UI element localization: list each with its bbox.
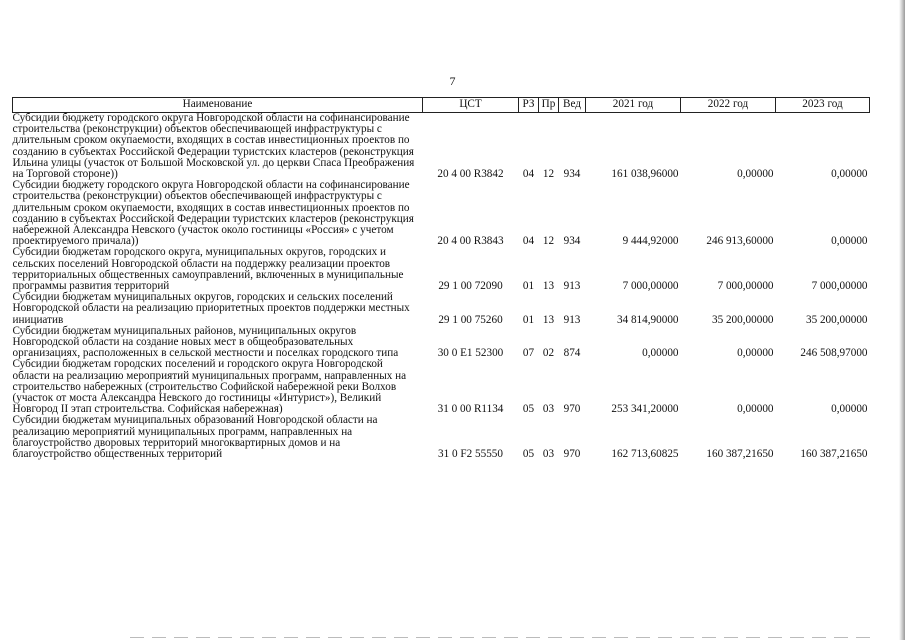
row-name: Субсидии бюджетам муниципальных районов, муниципальных округов Новгородской области на создание новых мест в общеобразовательных организациях, расположенных в сельской местности и поселках городского типа	[12, 324, 399, 360]
page-number: 7	[449, 74, 456, 88]
row-name: Субсидии бюджетам муниципальных округов, городских и сельских поселений Новгородской области на реализацию приоритетных проектов поддержки местных инициатив	[12, 291, 410, 326]
row-pr: 02	[542, 347, 555, 360]
row-cst: 29 1 00 72090	[438, 280, 503, 293]
row-rz: 01	[522, 313, 535, 326]
row-rz: 05	[522, 448, 535, 461]
row-pr: 12	[542, 235, 555, 248]
row-cst: 20 4 00 R3843	[437, 235, 504, 248]
row-2022: 246 913,60000	[706, 235, 774, 248]
row-name: Субсидии бюджетам муниципальных образований Новгородской области на реализацию мероприятий муниципальных программ, направленных на благоустройство дворовых территорий многоквартирных домов и на благоустройство общественных территорий	[12, 414, 378, 461]
row-2021: 7 000,00000	[622, 280, 679, 293]
row-ved: 934	[563, 235, 581, 248]
row-cst: 31 0 F2 55550	[438, 448, 503, 461]
table-row	[13, 359, 870, 415]
row-pr: 03	[542, 403, 555, 416]
budget-table	[12, 97, 870, 460]
header-2023: 2023 год	[776, 98, 870, 113]
row-name: Субсидии бюджетам городского округа, муниципальных округов, городских и сельских поселений Новгородской области на поддержку реализации проектов территориальных общественных самоуправлений, включенных в муниципальные программы развития территорий	[12, 246, 404, 293]
row-2023: 35 200,00000	[805, 313, 868, 326]
scan-bottom-edge	[130, 637, 875, 638]
table-row	[13, 415, 870, 460]
row-ved: 874	[563, 347, 581, 360]
row-2023: 160 387,21650	[800, 448, 868, 461]
row-2023: 0,00000	[831, 235, 868, 248]
row-2023: 0,00000	[831, 168, 868, 181]
row-2023: 7 000,00000	[811, 280, 868, 293]
row-2022: 0,00000	[737, 168, 774, 181]
row-rz: 05	[522, 403, 535, 416]
row-rz: 04	[522, 235, 535, 248]
row-cst: 31 0 00 R1134	[437, 403, 504, 416]
row-name: Субсидии бюджету городского округа Новгородской области на софинансирование строительства (реконструкции) объектов обеспечивающей инфраструктуры с длительным сроком окупаемости, входящих в состав инвестиционных проектов по созданию в субъектах Российской Федерации туристских кластеров (реконструкция Ильина улицы (участок от Большой Московской ул. до церкви Спаса Преображения на Торговой стороне))	[12, 112, 415, 181]
row-ved: 970	[563, 448, 581, 461]
row-2021: 0,00000	[642, 347, 679, 360]
table-row	[13, 113, 870, 181]
table-row	[13, 292, 870, 326]
row-2021: 161 038,96000	[611, 168, 679, 181]
row-2022: 35 200,00000	[711, 313, 774, 326]
row-pr: 03	[542, 448, 555, 461]
row-rz: 07	[522, 347, 535, 360]
header-2022: 2022 год	[681, 98, 776, 113]
row-2021: 9 444,92000	[622, 235, 679, 248]
header-rz: РЗ	[519, 98, 539, 113]
row-pr: 12	[542, 168, 555, 181]
table-header-row	[13, 98, 870, 113]
row-pr: 13	[542, 313, 555, 326]
header-2021: 2021 год	[586, 98, 681, 113]
header-name: Наименование	[13, 98, 423, 113]
header-ved: Вед	[559, 98, 586, 113]
row-name: Субсидии бюджету городского округа Новгородской области на софинансирование строительства (реконструкции) объектов обеспечивающей инфраструктуры с длительным сроком окупаемости, входящих в состав инвестиционных проектов по созданию в субъектах Российской Федерации туристских кластеров (реконструкция набережной Александра Невского (участок около гостиницы «Россия» с учетом проектируемого причала))	[12, 179, 414, 248]
row-rz: 04	[522, 168, 535, 181]
row-2023: 246 508,97000	[800, 347, 868, 360]
table-row	[13, 180, 870, 247]
row-cst: 29 1 00 75260	[438, 313, 503, 326]
header-pr: Пр	[539, 98, 559, 113]
row-ved: 934	[563, 168, 581, 181]
row-2022: 0,00000	[737, 403, 774, 416]
header-cst: ЦСТ	[423, 98, 519, 113]
row-cst: 30 0 E1 52300	[437, 347, 504, 360]
row-2021: 162 713,60825	[611, 448, 679, 461]
table-row	[13, 247, 870, 292]
scan-edge-shadow	[899, 0, 905, 640]
row-2022: 0,00000	[737, 347, 774, 360]
row-ved: 913	[563, 280, 581, 293]
row-ved: 913	[563, 313, 581, 326]
row-2023: 0,00000	[831, 403, 868, 416]
row-name: Субсидии бюджетам городских поселений и городского округа Новгородской области на реализацию мероприятий муниципальных программ, направленных на строительство набережных (строительство Софийской набережной реки Волхов (участок от моста Александра Невского до гостиницы «Интурист»), Великий Новгород II этап строительства. Софийская набережная)	[12, 358, 407, 416]
row-2021: 34 814,90000	[616, 313, 679, 326]
row-pr: 13	[542, 280, 555, 293]
row-ved: 970	[563, 403, 581, 416]
row-rz: 01	[522, 280, 535, 293]
row-2021: 253 341,20000	[611, 403, 679, 416]
row-2022: 160 387,21650	[706, 448, 774, 461]
table-row	[13, 326, 870, 360]
row-2022: 7 000,00000	[717, 280, 774, 293]
row-cst: 20 4 00 R3842	[437, 168, 504, 181]
